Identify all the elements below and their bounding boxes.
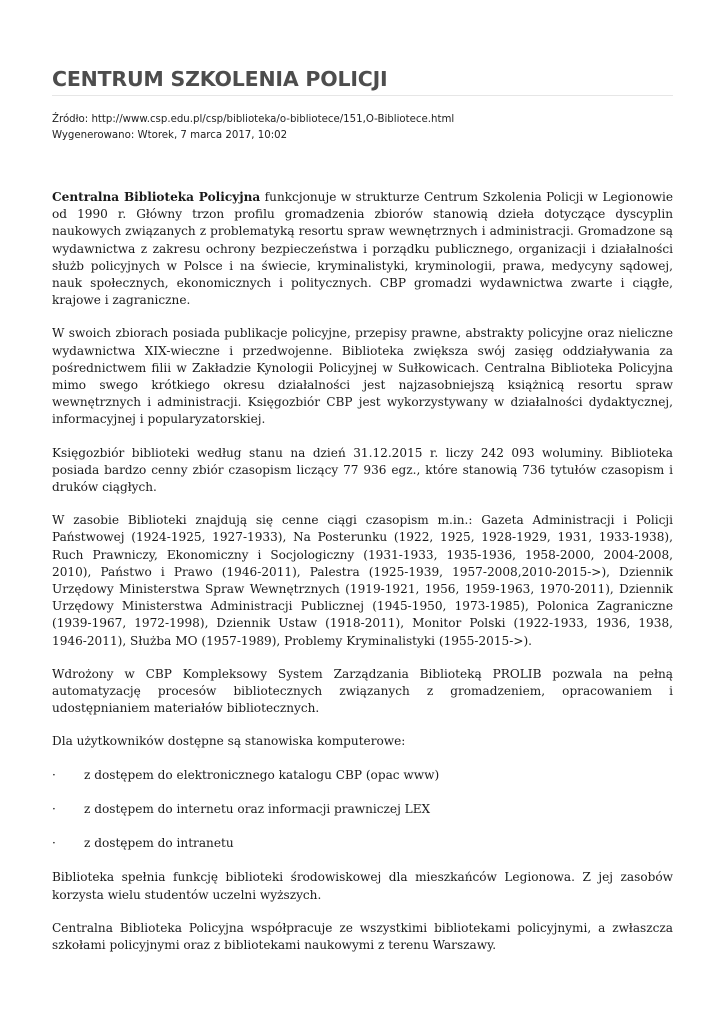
bullet-icon: · — [52, 801, 56, 816]
paragraph-intro — [52, 189, 673, 309]
list-item-text: z dostępem do intranetu — [84, 836, 234, 851]
list-item-text: z dostępem do internetu oraz informacji prawniczej LEX — [84, 801, 431, 816]
page-title: CENTRUM SZKOLENIA POLICJI — [52, 64, 673, 96]
library-name: Centralna Biblioteka Policyjna — [52, 190, 261, 204]
document-meta — [52, 112, 673, 143]
paragraph-prolib: Wdrożony w CBP Kompleksowy System Zarządzania Biblioteką PROLIB pozwala na pełną automatyzację procesów bibliotecznych związanych z gromadzeniem, opracowaniem i udostępnianiem materiałów bibliotecznych. — [52, 666, 673, 716]
paragraph-collections: W swoich zbiorach posiada publikacje policyjne, przepisy prawne, abstrakty policyjne oraz nieliczne wydawnictwa XIX-wieczne i przedwojenne. Biblioteka zwiększa swój zasięg oddziaływania za pośrednictwem filii w Zakładzie Kynologii Policyjnej w Sułkowicach. Centralna Biblioteka Policyjna mimo swego krótkiego okresu działalności jest najzasobniejszą książnicą resortu spraw wewnętrznych i administracji. Księgozbiór CBP jest wykorzystywany w działalności dydaktycznej, informacyjnej i popularyzatorskiej. — [52, 326, 673, 427]
paragraph-intro-text: funkcjonuje w strukturze Centrum Szkolenia Policji w Legionowie od 1990 r. Główny trzon profilu gromadzenia zbiorów stanowią dzieła dotyczące dyscyplin naukowych związanych z problematyką resortu spraw wewnętrznych i administracji. Gromadzone są wydawnictwa z zakresu ochrony bezpieczeństwa i porządku publicznego, organizacji i działalności służb policyjnych w Polsce i na świecie, kryminalistyki, kryminologii, prawa, medycyny sądowej, nauk społecznych, ekonomicznych i politycznych. CBP gromadzi wydawnictwa zwarte i ciągłe, krajowe i zagraniczne. — [52, 190, 673, 308]
paragraph-community: Biblioteka spełnia funkcję biblioteki środowiskowej dla mieszkańców Legionowa. Z jej zasobów korzysta wielu studentów uczelni wyższych. — [52, 870, 673, 902]
bullet-icon: · — [52, 767, 56, 782]
paragraph-workstations: Dla użytkowników dostępne są stanowiska komputerowe: — [52, 734, 406, 749]
list-item-text: z dostępem do elektronicznego katalogu CBP (opac www) — [84, 767, 440, 782]
bullet-icon: · — [52, 836, 56, 851]
list-item — [52, 801, 673, 818]
generated-line: Wygenerowano: Wtorek, 7 marca 2017, 10:02 — [52, 129, 288, 141]
paragraph-holdings: Księgozbiór biblioteki według stanu na dzień 31.12.2015 r. liczy 242 093 woluminy. Biblioteka posiada bardzo cenny zbiór czasopism liczący 77 936 egz., które stanowią 736 tytułów czasopism i druków ciągłych. — [52, 445, 673, 495]
paragraph-periodicals: W zasobie Biblioteki znajdują się cenne ciągi czasopism m.in.: Gazeta Administracji i Policji Państwowej (1924-1925, 1927-1933), Na Posterunku (1922, 1925, 1928-1929, 1931, 1933-1938), Ruch Prawniczy, Ekonomiczny i Socjologiczny (1931-1933, 1935-1936, 1958-2000, 2004-2008, 2010), Państwo i Prawo (1946-2011), Palestra (1925-1939, 1957-2008,2010-2015->), Dziennik Urzędowy Ministerstwa Spraw Wewnętrznych (1919-1921, 1956, 1959-1963, 1970-2011), Dziennik Urzędowy Ministerstwa Administracji Publicznej (1945-1950, 1973-1985), Polonica Zagraniczne (1939-1967, 1972-1998), Dziennik Ustaw (1918-2011), Monitor Polski (1922-1933, 1936, 1938, 1946-2011), Służba MO (1957-1989), Problemy Kryminalistyki (1955-2015->). — [52, 513, 673, 648]
source-line: Źródło: http://www.csp.edu.pl/csp/biblioteka/o-bibliotece/151,O-Bibliotece.html — [52, 114, 455, 125]
paragraph-cooperation: Centralna Biblioteka Policyjna współpracuje ze wszystkimi bibliotekami policyjnymi, a zwłaszcza szkołami policyjnymi oraz z bibliotekami naukowymi z terenu Warszawy. — [52, 920, 673, 952]
article-body — [52, 189, 673, 954]
list-item — [52, 767, 673, 784]
list-item — [52, 835, 673, 852]
document-page — [52, 64, 673, 970]
